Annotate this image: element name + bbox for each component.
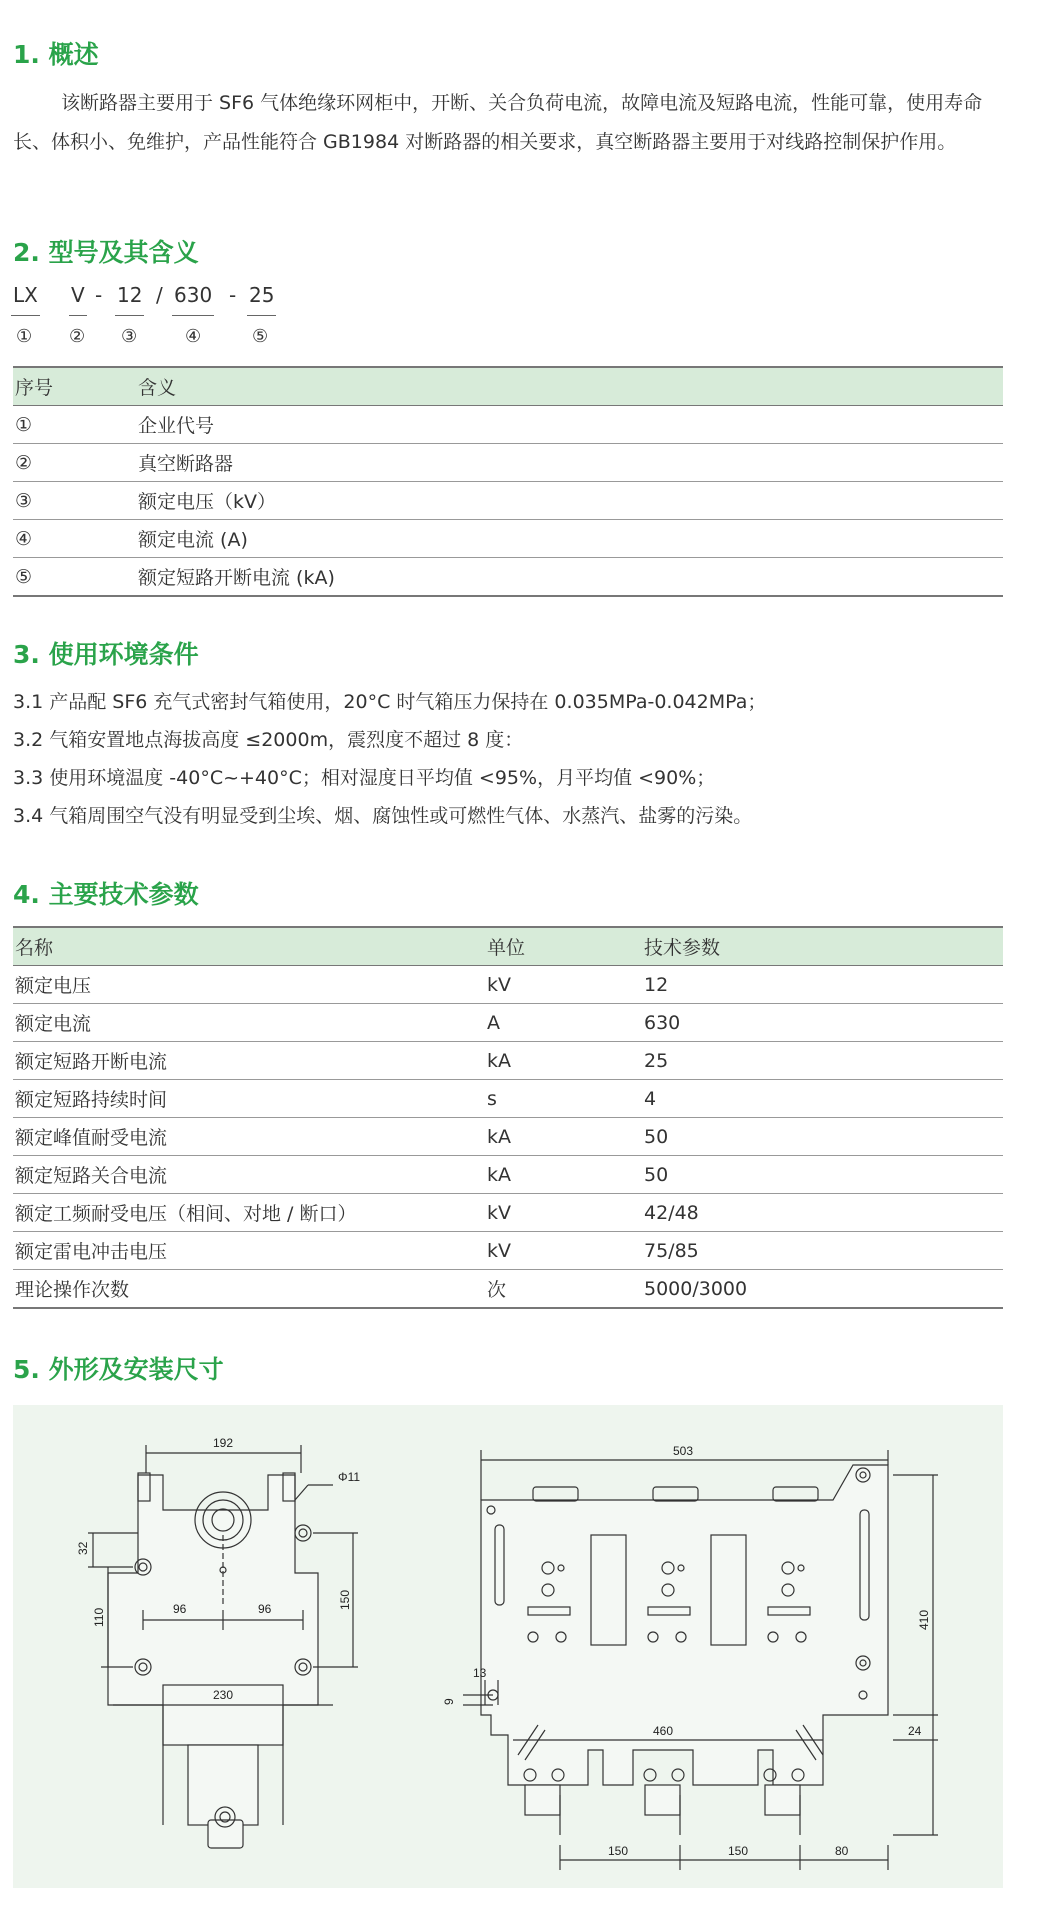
dim-13: 13 [473,1666,487,1680]
dim-150-b: 150 [728,1844,749,1858]
cell-index: ① [13,406,138,444]
cell-unit: A [487,1004,644,1042]
env-line-2: 3.2 气箱安置地点海拔高度 ≤2000m，震烈度不超过 8 度： [13,729,524,751]
dimension-drawing-svg [13,1405,1003,1888]
cell-value: 4 [644,1080,1003,1118]
table-row [13,1156,1003,1194]
section-1-title: 1. 概述 [13,40,99,69]
model-part-2: V [71,283,85,307]
model-sep-2: / [156,283,163,307]
dim-230: 230 [213,1688,234,1702]
cell-meaning: 额定电压（kV） [138,482,1003,520]
cell-value: 50 [644,1156,1003,1194]
cell-name: 额定雷电冲击电压 [13,1232,487,1270]
cell-meaning: 额定电流 (A) [138,520,1003,558]
model-code [13,283,313,353]
cell-unit: kV [487,966,644,1004]
table-row [13,520,1003,558]
dim-80: 80 [835,1844,849,1858]
cell-unit: kA [487,1118,644,1156]
cell-index: ④ [13,520,138,558]
table-row [13,406,1003,444]
cell-name: 理论操作次数 [13,1270,487,1309]
cell-meaning: 额定短路开断电流 (kA) [138,558,1003,597]
cell-value: 75/85 [644,1232,1003,1270]
model-part-1: LX [13,283,38,307]
dim-410: 410 [917,1609,931,1630]
cell-meaning: 真空断路器 [138,444,1003,482]
dimension-drawing [13,1405,1003,1888]
cell-name: 额定电流 [13,1004,487,1042]
env-line-1: 3.1 产品配 SF6 充气式密封气箱使用，20°C 时气箱压力保持在 0.035MPa-0.042MPa； [13,691,767,713]
cell-index: ② [13,444,138,482]
model-sep-3: - [229,283,237,307]
cell-value: 42/48 [644,1194,1003,1232]
model-num-3: ③ [121,326,138,347]
cell-name: 额定电压 [13,966,487,1004]
model-num-2: ② [69,326,86,347]
env-line-3: 3.3 使用环境温度 -40°C~+40°C；相对湿度日平均值 <95%，月平均值 <90%； [13,767,716,789]
col-header-name: 名称 [13,927,487,966]
cell-value: 630 [644,1004,1003,1042]
model-part-4: 630 [174,283,212,307]
col-header-value: 技术参数 [644,927,1003,966]
dim-phi11: Φ11 [338,1470,361,1484]
table-header-row [13,367,1003,406]
overview-paragraph: 该断路器主要用于 SF6 气体绝缘环网柜中，开断、关合负荷电流，故障电流及短路电流，性能可靠，使用寿命长、体积小、免维护，产品性能符合 GB1984 对断路器的相关要求，真空断路器主要用于对线路控制保护作用。 [13,92,983,153]
dim-32: 32 [76,1541,90,1555]
model-meaning-table [13,366,1003,597]
cell-name: 额定短路关合电流 [13,1156,487,1194]
section-2-title: 2. 型号及其含义 [13,238,199,267]
cell-meaning: 企业代号 [138,406,1003,444]
table-row [13,1118,1003,1156]
cell-unit: kV [487,1232,644,1270]
dim-96-b: 96 [258,1602,272,1616]
cell-name: 额定短路开断电流 [13,1042,487,1080]
table-row [13,444,1003,482]
table-header-row [13,927,1003,966]
dim-460: 460 [653,1724,674,1738]
dim-503: 503 [673,1444,694,1458]
dim-24: 24 [908,1724,922,1738]
model-part-3: 12 [117,283,142,307]
col-header-index: 序号 [13,367,138,406]
cell-name: 额定短路持续时间 [13,1080,487,1118]
cell-value: 50 [644,1118,1003,1156]
cell-unit: 次 [487,1270,644,1309]
cell-name: 额定工频耐受电压（相间、对地 / 断口） [13,1194,487,1232]
cell-unit: kA [487,1156,644,1194]
dim-150-left: 150 [338,1589,352,1610]
section-5-title: 5. 外形及安装尺寸 [13,1355,224,1384]
model-sep-1: - [95,283,103,307]
model-part-5: 25 [249,283,274,307]
model-num-4: ④ [185,326,202,347]
cell-index: ⑤ [13,558,138,597]
dim-110: 110 [92,1607,106,1627]
cell-value: 25 [644,1042,1003,1080]
dim-150-a: 150 [608,1844,629,1858]
table-row [13,482,1003,520]
cell-value: 5000/3000 [644,1270,1003,1309]
tech-params-table [13,926,1003,1309]
table-row [13,1232,1003,1270]
cell-index: ③ [13,482,138,520]
cell-unit: kA [487,1042,644,1080]
model-num-5: ⑤ [252,326,269,347]
cell-unit: kV [487,1194,644,1232]
cell-name: 额定峰值耐受电流 [13,1118,487,1156]
table-row [13,558,1003,597]
col-header-meaning: 含义 [138,367,1003,406]
dim-9: 9 [442,1698,456,1705]
dim-192: 192 [213,1436,234,1450]
cell-value: 12 [644,966,1003,1004]
table-row [13,1080,1003,1118]
table-row [13,1194,1003,1232]
table-row [13,1042,1003,1080]
table-row [13,1004,1003,1042]
cell-unit: s [487,1080,644,1118]
model-num-1: ① [16,326,33,347]
col-header-unit: 单位 [487,927,644,966]
section-4-title: 4. 主要技术参数 [13,880,199,909]
dim-96-a: 96 [173,1602,187,1616]
table-row [13,1270,1003,1309]
table-row [13,966,1003,1004]
section-3-title: 3. 使用环境条件 [13,640,199,669]
env-line-4: 3.4 气箱周围空气没有明显受到尘埃、烟、腐蚀性或可燃性气体、水蒸汽、盐雾的污染。 [13,805,753,827]
